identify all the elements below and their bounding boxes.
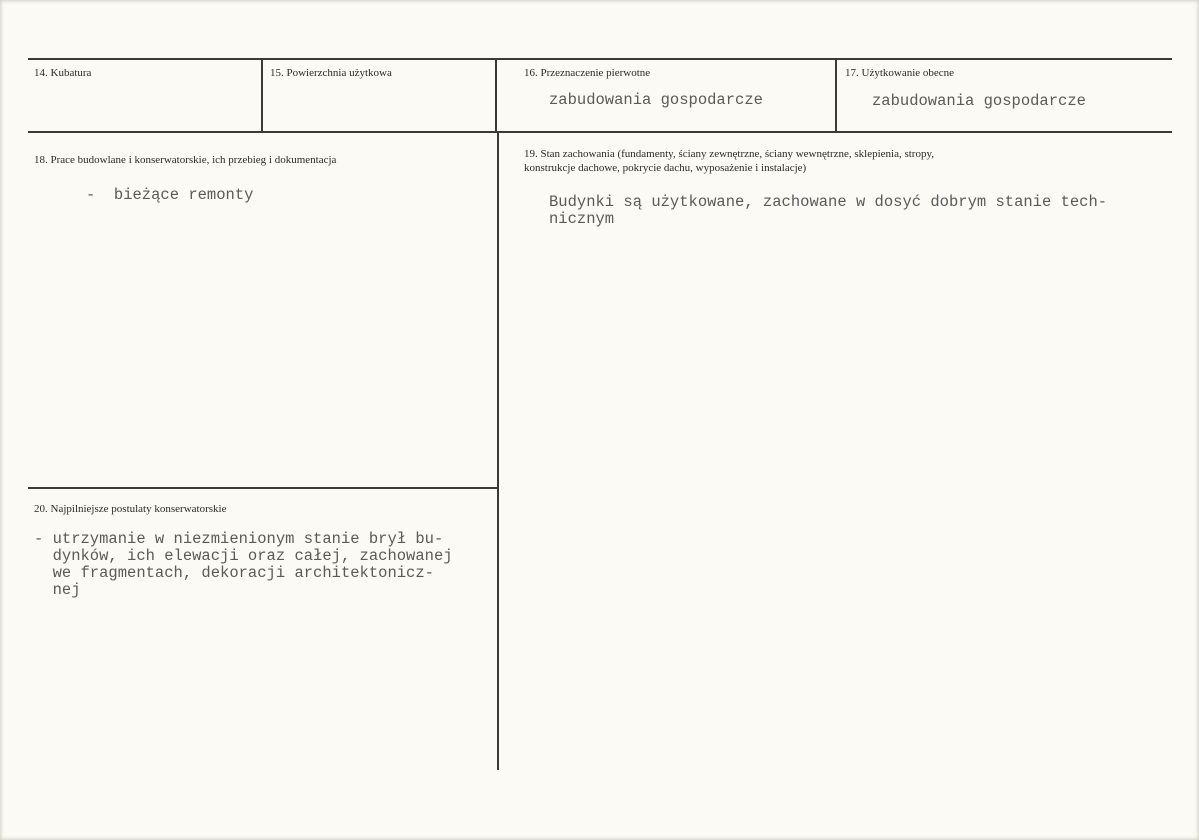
field-14-label: 14. Kubatura <box>34 67 92 79</box>
field-17-label: 17. Użytkowanie obecne <box>845 67 955 79</box>
field-20-label: 20. Najpilniejsze postulaty konserwatorskie <box>34 503 227 515</box>
top-rule <box>28 58 1172 60</box>
field-16-value: zabudowania gospodarcze <box>549 91 763 109</box>
field-17-value: zabudowania gospodarcze <box>872 92 1086 110</box>
field-19-label-line1: 19. Stan zachowania (fundamenty, ściany zewnętrzne, ściany wewnętrzne, sklepienia, stropy, <box>524 148 935 160</box>
field-19-value-line2: nicznym <box>549 210 615 228</box>
divider-left-right <box>497 131 499 770</box>
field-15-label: 15. Powierzchnia użytkowa <box>270 67 392 79</box>
divider-16-17 <box>835 58 837 132</box>
field-20-value-line1: - utrzymanie w niezmienionym stanie brył bu- <box>34 530 444 548</box>
mid-rule <box>28 131 1172 133</box>
field-19-label-line2: konstrukcje dachowe, pokrycie dachu, wyposażenie i instalacje) <box>524 162 807 174</box>
section-20-rule <box>28 487 497 489</box>
field-20-value-line2: dynków, ich elewacji oraz całej, zachowanej <box>34 547 453 565</box>
field-19-value-line1: Budynki są użytkowane, zachowane w dosyć dobrym stanie tech- <box>549 193 1108 211</box>
field-18-label: 18. Prace budowlane i konserwatorskie, ich przebieg i dokumentacja <box>34 154 337 166</box>
field-20-value-line3: we fragmentach, dekoracji architektonicz- <box>34 564 434 582</box>
divider-15-16 <box>495 58 497 132</box>
divider-14-15 <box>261 58 263 132</box>
field-20-value-line4: nej <box>34 581 81 599</box>
field-16-label: 16. Przeznaczenie pierwotne <box>524 67 651 79</box>
field-18-value: - bieżące remonty <box>86 186 254 204</box>
